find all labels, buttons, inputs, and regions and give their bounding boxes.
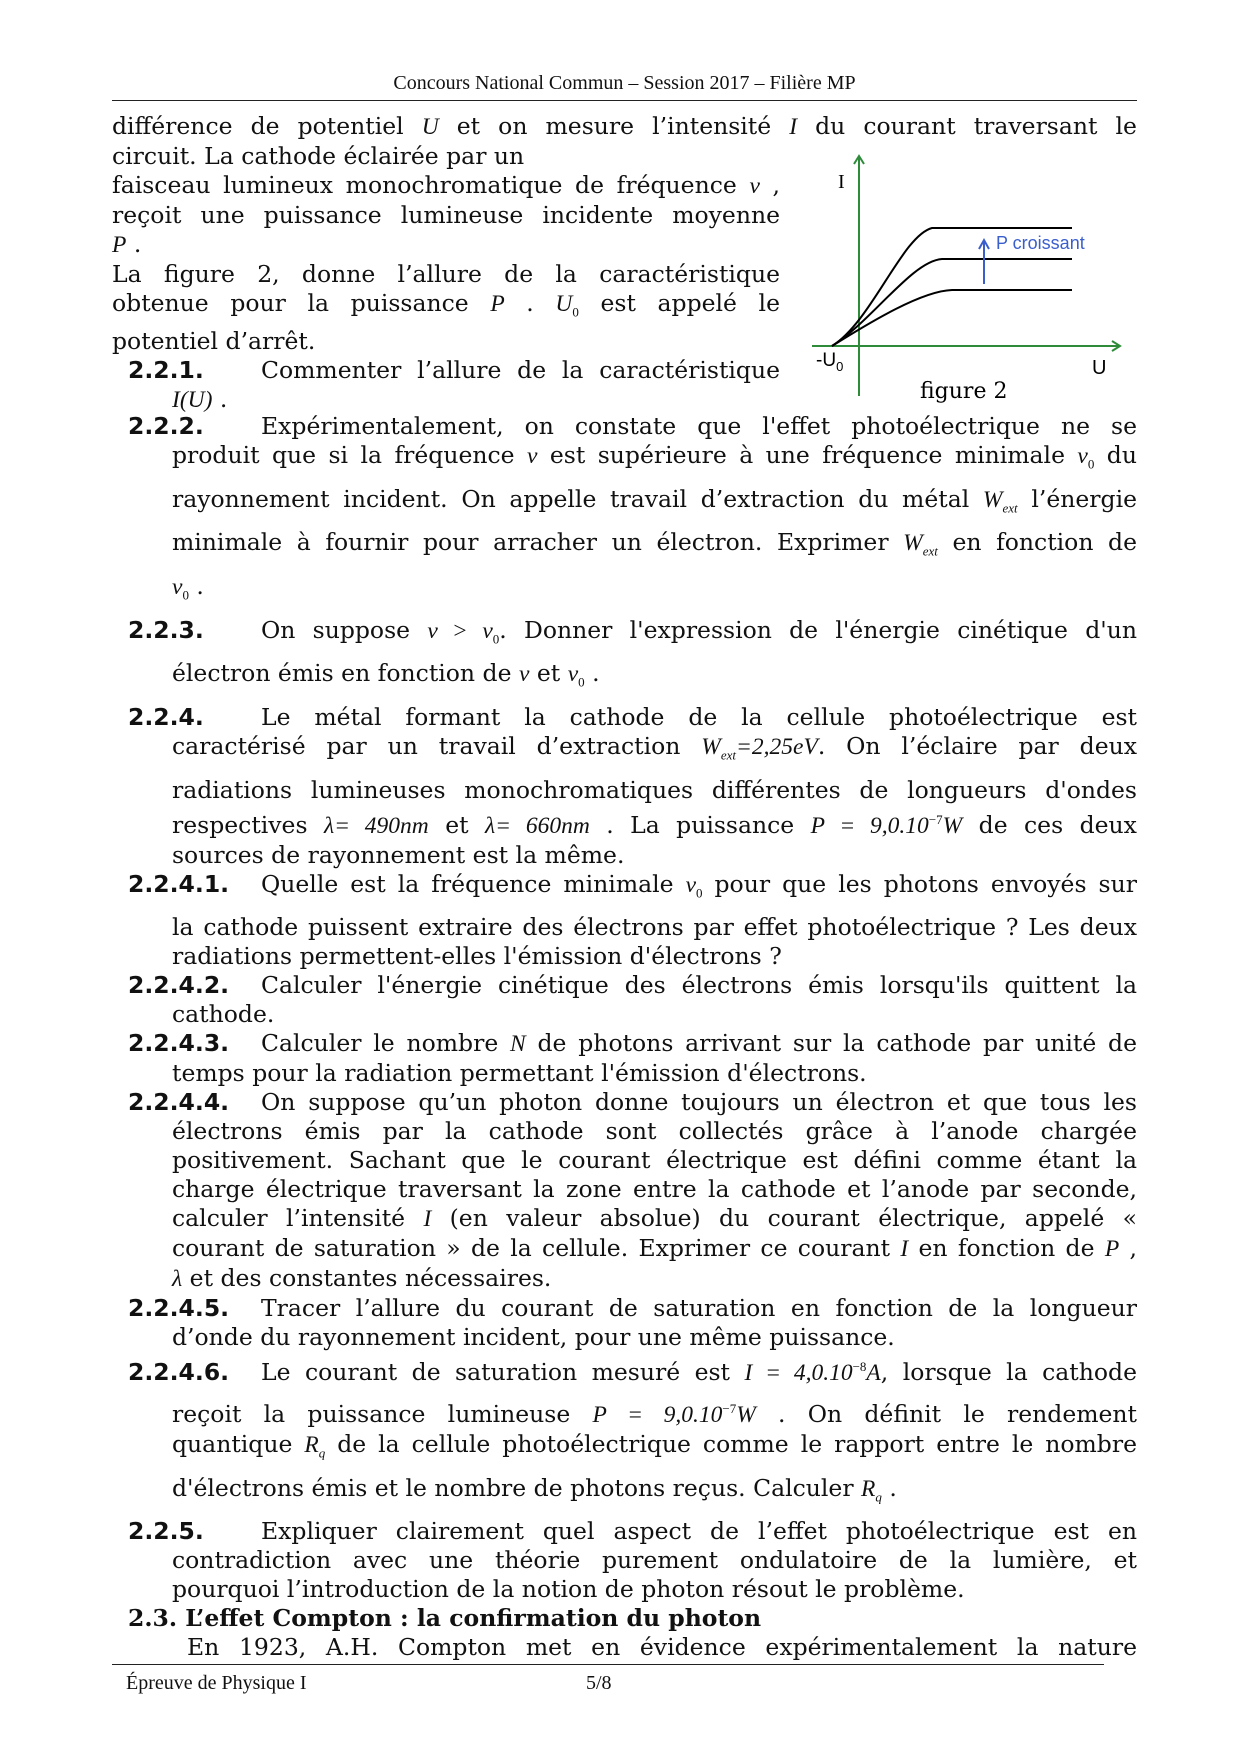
y-axis-label: I [838, 171, 845, 193]
item-2-2-4-line4: respectives λ= 490nm et λ= 660nm . La puissance $P = 9,0.10^{-7}W$ de ces deux [172, 810, 1137, 839]
figure-caption: figure 2 [920, 379, 1008, 404]
item-2-2-4-3: 2.2.4.3. Calculer le nombre N de photons arrivant sur la cathode par unité de [128, 1029, 1137, 1058]
item-2-2-5: 2.2.5. Expliquer clairement quel aspect de l’effet photoélectrique est en [128, 1517, 1137, 1546]
item-2-2-4-6: 2.2.4.6. Le courant de saturation mesuré est $I = 4,0.10^{-8}A$, lorsque la cathode [128, 1358, 1137, 1387]
intro-line-3: faisceau lumineux monochromatique de fréquence ν , [112, 171, 780, 199]
item-2-2-4-3-line2: temps pour la radiation permettant l'émission d'électrons. [172, 1059, 867, 1088]
item-2-2-4-1-line2: la cathode puissent extraire des électrons par effet photoélectrique ? Les deux [172, 913, 1137, 942]
intro-line-8: potentiel d’arrêt. [112, 326, 316, 355]
item-2-2-4-4-line6: courant de saturation » de la cellule. Exprimer ce courant I en fonction de P , [172, 1234, 1137, 1263]
item-2-2-4-5-line2: d’onde du rayonnement incident, pour une même puissance. [172, 1323, 895, 1352]
item-2-2-4-6-line2: reçoit la puissance lumineuse $P = 9,0.10^{-7}W$ . On définit le rendement [172, 1399, 1137, 1428]
footer-exam-title: Épreuve de Physique I [126, 1672, 307, 1694]
curve-low-power [832, 290, 1072, 346]
intro-line-1: différence de potentiel U et on mesure l’intensité I du courant traversant le [112, 112, 1137, 140]
item-2-2-4-4-line7: λ et des constantes nécessaires. [172, 1264, 552, 1293]
legend-p-croissant: P croissant [996, 233, 1085, 253]
curve-medium-power [832, 259, 1072, 346]
item-2-2-5-line2: contradiction avec une théorie purement ondulatoire de la lumière, et [172, 1546, 1137, 1575]
item-2-2-2-line4: minimale à fournir pour arracher un électron. Exprimer $W_{ext}$ en fonction de [172, 528, 1137, 560]
intro-with-figure [112, 112, 1137, 412]
item-2-2-2-line3: rayonnement incident. On appelle travail d’extraction du métal $W_{ext}$ l’énergie [172, 484, 1137, 516]
footer-divider [112, 1664, 1104, 1665]
intro-line-7: obtenue pour la puissance P . $U_0$ est appelé le [112, 289, 780, 320]
item-2-2-4-1-line3: radiations permettent-elles l'émission d'électrons ? [172, 942, 782, 971]
item-2-2-4-4-line2: électrons émis par la cathode sont collectés grâce à l’anode chargée [172, 1117, 1137, 1146]
header-divider [112, 100, 1137, 101]
item-2-2-4-line5: sources de rayonnement est la même. [172, 840, 625, 869]
section-2-3-title: 2.3. L’effet Compton : la confirmation du photon [128, 1604, 762, 1633]
item-2-2-4-4-line4: charge électrique traversant la zone entre la cathode et l’anode par seconde, [172, 1175, 1137, 1204]
item-2-2-1: 2.2.1. Commenter l’allure de la caractéristique [128, 355, 780, 384]
item-2-2-4-4-line3: positivement. Sachant que le courant électrique est défini comme étant la [172, 1146, 1137, 1175]
intro-line-5: P . [112, 230, 142, 258]
item-2-2-5-line3: pourquoi l’introduction de la notion de photon résout le problème. [172, 1575, 965, 1604]
x-axis-label: U [1092, 357, 1107, 379]
item-2-2-2: 2.2.2. Expérimentalement, on constate que l'effet photoélectrique ne se [128, 412, 1137, 440]
intro-text-beside-figure [112, 142, 780, 415]
intro-line-6: La figure 2, donne l’allure de la caractéristique [112, 260, 780, 288]
figure-2-characteristic [802, 106, 1240, 406]
item-2-2-3-line2: électron émis en fonction de ν et $\nu_0$ . [172, 659, 600, 691]
item-2-2-3: 2.2.3. On suppose $\nu > \nu_0$. Donner l'expression de l'énergie cinétique d'un [128, 615, 1137, 647]
intro-line-2: circuit. La cathode éclairée par un [112, 142, 525, 170]
origin-label: $-U_0$ [816, 350, 844, 374]
item-2-2-1-cont: I(U) . [172, 384, 228, 413]
intro-line-4: reçoit une puissance lumineuse incidente moyenne [112, 201, 780, 229]
item-2-2-4-6-line3: quantique $R_q$ de la cellule photoélectrique comme le rapport entre le nombre [172, 1429, 1137, 1461]
item-2-2-4-1: 2.2.4.1. Quelle est la fréquence minimale $\nu_0$ pour que les photons envoyés sur [128, 869, 1137, 901]
item-2-2-2-line2: produit que si la fréquence ν est supérieure à une fréquence minimale $\nu_0$ du [172, 441, 1137, 472]
page-content [112, 112, 1137, 1662]
item-2-2-4: 2.2.4. Le métal formant la cathode de la cellule photoélectrique est [128, 703, 1137, 732]
item-2-2-4-5: 2.2.4.5. Tracer l’allure du courant de saturation en fonction de la longueur [128, 1294, 1137, 1323]
item-2-2-2-line5: $\nu_0$ . [172, 572, 204, 603]
section-2-3-text: En 1923, A.H. Compton met en évidence expérimentalement la nature [187, 1633, 1137, 1662]
item-2-2-4-4: 2.2.4.4. On suppose qu’un photon donne toujours un électron et que tous les [128, 1088, 1137, 1117]
item-2-2-4-line2: caractérisé par un travail d’extraction $W_{ext}=2,25eV$. On l’éclaire par deux [172, 732, 1137, 763]
item-2-2-4-6-line4: d'électrons émis et le nombre de photons reçus. Calculer $R_q$ . [172, 1473, 897, 1505]
page-header: Concours National Commun – Session 2017 – Filière MP [393, 72, 856, 94]
item-2-2-4-4-line5: calculer l’intensité I (en valeur absolue) du courant électrique, appelé « [172, 1204, 1137, 1233]
item-2-2-4-2-line2: cathode. [172, 1000, 275, 1029]
footer-page-number: 5/8 [586, 1672, 612, 1694]
item-2-2-4-line3: radiations lumineuses monochromatiques différentes de longueurs d'ondes [172, 775, 1137, 804]
item-2-2-4-2: 2.2.4.2. Calculer l'énergie cinétique des électrons émis lorsqu'ils quittent la [128, 971, 1137, 1000]
